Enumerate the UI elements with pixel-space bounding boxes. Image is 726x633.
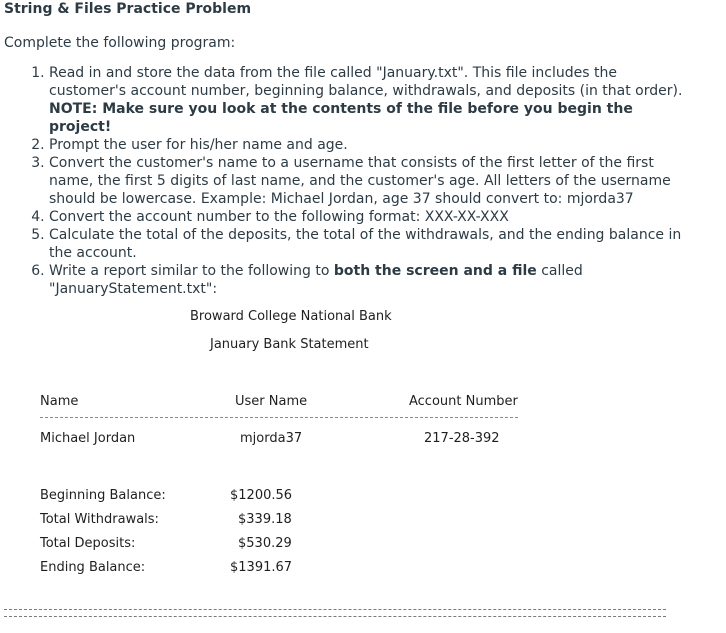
report-end-rule [4, 609, 666, 617]
step-text: Convert the account number to the following format: XXX-XX-XXX [49, 209, 509, 225]
page-title: String & Files Practice Problem [4, 1, 252, 17]
step-text-post: called "JanuaryStatement.txt": [49, 263, 583, 297]
report-row-name: Michael Jordan [40, 431, 136, 446]
step-text: Convert the customer's name to a username that consists of the first letter of the first name, the first 5 digits of last name, and the customer's age. All letters of the username should be lowercase. Example: Michael Jordan, age 37 should convert to: mjorda37 [49, 155, 671, 207]
intro-text: Complete the following program: [4, 35, 236, 51]
step-item [49, 262, 689, 298]
report-row-username: mjorda37 [240, 431, 303, 446]
report-divider [40, 417, 518, 418]
step-text: Prompt the user for his/her name and age. [49, 137, 348, 153]
step-item [49, 154, 689, 208]
report-total-value: $1391.67 [230, 560, 293, 575]
report-total-value: $1200.56 [230, 488, 293, 503]
step-item [49, 136, 689, 154]
report-total-label: Total Deposits: [40, 536, 136, 551]
report-header-name: Name [40, 394, 79, 409]
step-item [49, 64, 689, 136]
report-total-label: Beginning Balance: [40, 488, 166, 503]
step-text-pre: Write a report similar to the following to [49, 263, 334, 279]
steps-list [32, 64, 689, 298]
report-header-username: User Name [235, 394, 308, 409]
step-text: Read in and store the data from the file called "January.txt". This file includes the customer's account number, beginning balance, withdrawals, and deposits (in that order). [49, 65, 683, 99]
report-row-account: 217-28-392 [424, 431, 500, 446]
report-total-label: Ending Balance: [40, 560, 146, 575]
report-header-account: Account Number [409, 394, 518, 409]
report-statement-title: January Bank Statement [210, 337, 369, 352]
step-item [49, 208, 689, 226]
report-total-value: $339.18 [238, 512, 292, 527]
report-total-label: Total Withdrawals: [40, 512, 159, 527]
step-note: NOTE: Make sure you look at the contents of the file before you begin the project! [49, 101, 633, 135]
step-text-bold: both the screen and a file [333, 263, 537, 279]
report-total-value: $530.29 [238, 536, 292, 551]
step-item [49, 226, 689, 262]
step-text: Calculate the total of the deposits, the total of the withdrawals, and the ending balance in the account. [49, 227, 682, 261]
report-bank-name: Broward College National Bank [190, 309, 392, 324]
